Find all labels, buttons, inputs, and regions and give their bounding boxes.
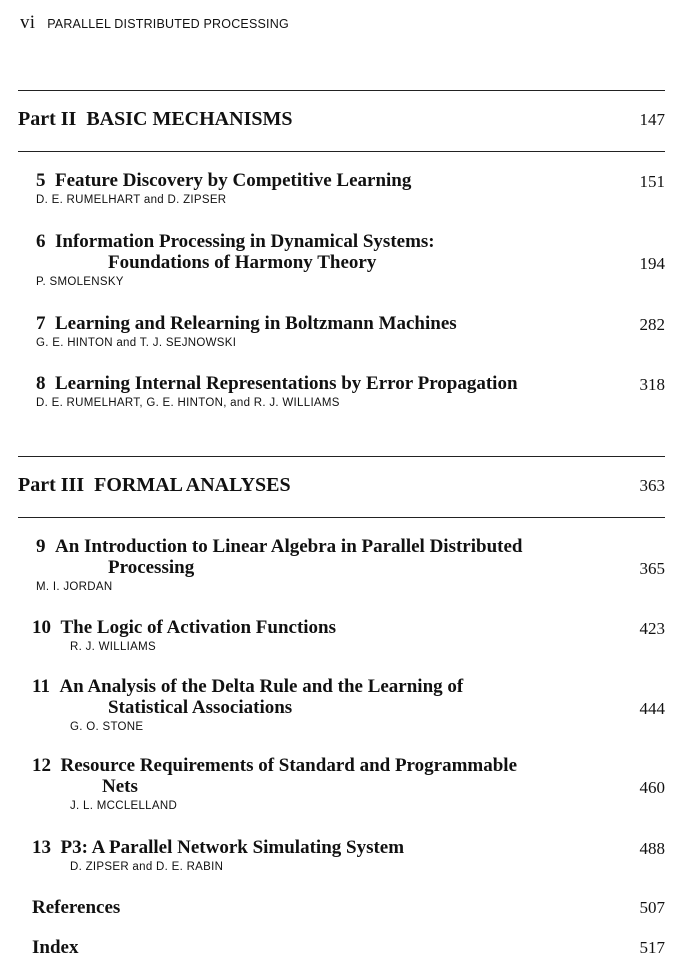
chapter-title: An Analysis of the Delta Rule and the Learning of bbox=[59, 676, 464, 697]
chapter-title-continued: Nets bbox=[102, 776, 138, 797]
chapter-number: 5 bbox=[36, 170, 46, 191]
toc-entry[interactable] bbox=[36, 373, 665, 409]
chapter-title: P3: A Parallel Network Simulating System bbox=[60, 837, 405, 858]
chapter-title-continued: Statistical Associations bbox=[108, 697, 293, 718]
divider bbox=[18, 517, 665, 518]
toc-entry[interactable] bbox=[36, 313, 665, 349]
chapter-authors: M. I. JORDAN bbox=[36, 581, 113, 593]
toc-entry[interactable] bbox=[36, 231, 665, 288]
chapter-title-continued: Processing bbox=[108, 557, 195, 578]
chapter-page: 488 bbox=[639, 839, 665, 858]
chapter-title: The Logic of Activation Functions bbox=[60, 617, 337, 638]
chapter-title: Information Processing in Dynamical Systems: bbox=[55, 231, 435, 252]
chapter-number: 7 bbox=[36, 313, 46, 334]
part-label: Part III bbox=[18, 474, 85, 496]
chapter-number: 13 bbox=[32, 837, 51, 858]
part-heading[interactable] bbox=[18, 474, 665, 497]
chapter-authors: D. ZIPSER and D. E. RABIN bbox=[70, 861, 224, 873]
chapter-title: Learning and Relearning in Boltzmann Machines bbox=[55, 313, 457, 334]
divider bbox=[18, 456, 665, 457]
chapter-authors: G. E. HINTON and T. J. SEJNOWSKI bbox=[36, 337, 237, 349]
divider bbox=[18, 151, 665, 152]
chapter-authors: R. J. WILLIAMS bbox=[70, 641, 156, 653]
chapter-page: 460 bbox=[639, 778, 665, 797]
back-matter-page: 517 bbox=[639, 938, 665, 957]
chapter-number: 12 bbox=[32, 755, 51, 776]
toc-entry[interactable] bbox=[36, 170, 665, 206]
chapter-page: 444 bbox=[639, 699, 665, 718]
chapter-number: 10 bbox=[32, 617, 51, 638]
page-number: vi bbox=[20, 12, 36, 33]
toc-entry-references[interactable] bbox=[32, 897, 665, 919]
toc-entry[interactable] bbox=[32, 676, 665, 733]
toc-entry-index[interactable] bbox=[32, 937, 665, 959]
part-page: 147 bbox=[639, 110, 665, 129]
running-head bbox=[20, 12, 289, 34]
part-label: Part II bbox=[18, 108, 77, 130]
chapter-authors: D. E. RUMELHART, G. E. HINTON, and R. J. WILLIAMS bbox=[36, 397, 340, 409]
chapter-number: 11 bbox=[32, 676, 50, 697]
part-title: BASIC MECHANISMS bbox=[86, 108, 293, 130]
chapter-number: 9 bbox=[36, 536, 46, 557]
chapter-title: Feature Discovery by Competitive Learning bbox=[55, 170, 412, 191]
chapter-title-continued: Foundations of Harmony Theory bbox=[108, 252, 377, 273]
back-matter-title: Index bbox=[32, 937, 79, 958]
toc-entry[interactable] bbox=[32, 755, 665, 812]
chapter-page: 282 bbox=[639, 315, 665, 334]
part-title: FORMAL ANALYSES bbox=[94, 474, 291, 496]
chapter-title: Resource Requirements of Standard and Programmable bbox=[60, 755, 518, 776]
toc-entry[interactable] bbox=[32, 617, 665, 653]
chapter-number: 6 bbox=[36, 231, 46, 252]
chapter-page: 318 bbox=[639, 375, 665, 394]
chapter-page: 423 bbox=[639, 619, 665, 638]
chapter-authors: J. L. MCCLELLAND bbox=[70, 800, 178, 812]
chapter-authors: D. E. RUMELHART and D. ZIPSER bbox=[36, 194, 227, 206]
chapter-authors: G. O. STONE bbox=[70, 721, 144, 733]
chapter-page: 151 bbox=[639, 172, 665, 191]
chapter-page: 194 bbox=[639, 254, 665, 273]
toc-entry[interactable] bbox=[32, 837, 665, 873]
chapter-page: 365 bbox=[639, 559, 665, 578]
part-page: 363 bbox=[639, 476, 665, 495]
divider bbox=[18, 90, 665, 91]
toc-entry[interactable] bbox=[36, 536, 665, 593]
chapter-title: An Introduction to Linear Algebra in Parallel Distributed bbox=[55, 536, 523, 557]
back-matter-page: 507 bbox=[639, 898, 665, 917]
running-title: PARALLEL DISTRIBUTED PROCESSING bbox=[47, 17, 289, 31]
chapter-authors: P. SMOLENSKY bbox=[36, 276, 124, 288]
part-heading[interactable] bbox=[18, 108, 665, 131]
chapter-number: 8 bbox=[36, 373, 46, 394]
chapter-title: Learning Internal Representations by Error Propagation bbox=[55, 373, 518, 394]
back-matter-title: References bbox=[32, 897, 121, 918]
